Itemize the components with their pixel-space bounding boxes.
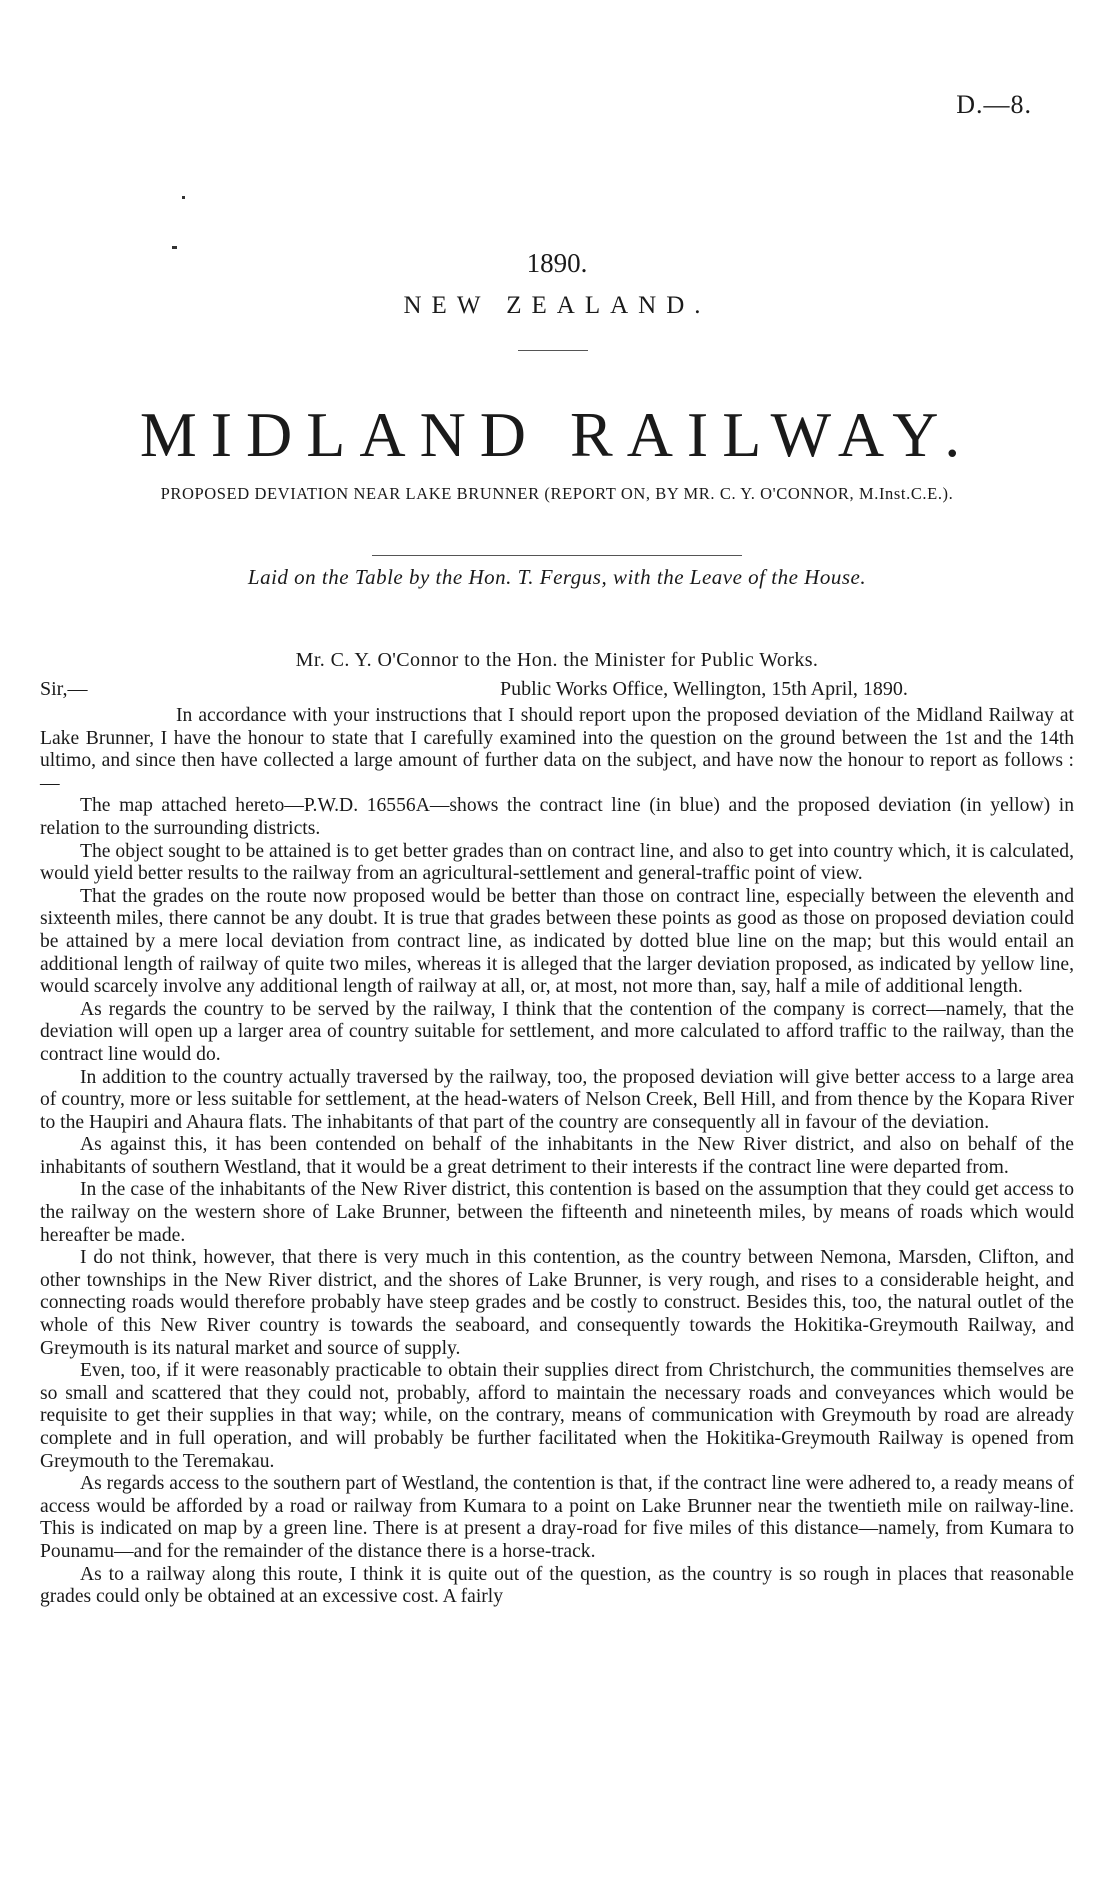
document-subtitle: PROPOSED DEVIATION NEAR LAKE BRUNNER (REPORT ON, BY MR. C. Y. O'CONNOR, M.Inst.C.E.). [160, 484, 954, 503]
letter-addressee: Mr. C. Y. O'Connor to the Hon. the Minister for Public Works. [295, 649, 819, 671]
paragraph: In accordance with your instructions that I should report upon the proposed deviation of the Midland Railway at Lake Brunner, I have the honour to state that I carefully examined into the question on the ground between the 1st and the 14th ultimo, and since then have collected a large amount of further data on the subject, and have now the honour to report as follows :— [40, 705, 1074, 794]
letter-salutation: Sir,— [40, 678, 88, 700]
paragraph: As to a railway along this route, I think it is quite out of the question, as the country is so rough in places that reasonable grades could only be obtained at an excessive cost. A fairly [40, 1563, 1074, 1608]
page-reference: D.—8. [956, 90, 1032, 119]
paragraph: As regards the country to be served by the railway, I think that the contention of the company is correct—namely, that the deviation will open up a larger area of country suitable for settlement, and more calculated to afford traffic to the railway, than the contract line would do. [40, 998, 1074, 1065]
laid-on-table-note: Laid on the Table by the Hon. T. Fergus, with the Leave of the House. [247, 565, 867, 589]
document-country: NEW ZEALAND. [403, 292, 711, 319]
document-title: MIDLAND RAILWAY. [139, 399, 975, 470]
paragraph: The map attached hereto—P.W.D. 16556A—shows the contract line (in blue) and the proposed deviation (in yellow) in relation to the surrounding districts. [40, 795, 1074, 839]
divider-mid [372, 555, 742, 556]
letter-dateline: Public Works Office, Wellington, 15th April, 1890. [500, 678, 908, 700]
paragraph: In the case of the inhabitants of the New River district, this contention is based on the assumption that they could get access to the railway on the western shore of Lake Brunner, between the fifteenth and nineteenth miles, by means of roads which would hereafter be made. [40, 1179, 1074, 1246]
paragraph: Even, too, if it were reasonably practicable to obtain their supplies direct from Christchurch, the communities themselves are so small and scattered that they could not, probably, afford to maintain the necessary roads and conveyances which would be requisite to get their supplies in that way; while, on the contrary, means of communication with Greymouth by road are already complete and in full operation, and will probably be further facilitated when the Hokitika-Greymouth Railway is opened from Greymouth to the Teremakau. [40, 1360, 1074, 1472]
letter-body [40, 705, 1074, 1609]
print-speck [182, 196, 185, 199]
document-year: 1890. [526, 248, 588, 278]
divider-short [518, 350, 588, 351]
paragraph: The object sought to be attained is to get better grades than on contract line, and also to get into country which, it is calculated, would yield better results to the railway from an agricultural-settlement and general-traffic point of view. [40, 840, 1074, 885]
paragraph: I do not think, however, that there is very much in this contention, as the country between Nemona, Marsden, Clifton, and other townships in the New River district, and the shores of Lake Brunner, is very rough, and rises to a considerable height, and connecting roads would therefore probably have steep grades and be costly to construct. Besides this, too, the natural outlet of the whole of this New River country is towards the seaboard, and consequently towards the Hokitika-Greymouth Railway, and Greymouth is its natural market and source of supply. [40, 1247, 1074, 1359]
paragraph: In addition to the country actually traversed by the railway, too, the proposed deviation will give better access to a large area of country, more or less suitable for settlement, at the head-waters of Nelson Creek, Bell Hill, and from thence by the Kopara River to the Haupiri and Ahaura flats. The inhabitants of that part of the country are consequently all in favour of the deviation. [40, 1066, 1074, 1133]
paragraph: That the grades on the route now proposed would be better than those on contract line, especially between the eleventh and sixteenth miles, there cannot be any doubt. It is true that grades between these points as good as those on proposed deviation could be attained by a mere local deviation from contract line, as indicated by dotted blue line on the map; but this would entail an additional length of railway of quite two miles, whereas it is alleged that the larger deviation proposed, as indicated by yellow line, would scarcely involve any additional length of railway at all, or, at most, not more than, say, half a mile of additional length. [40, 885, 1074, 998]
paragraph: As against this, it has been contended on behalf of the inhabitants in the New River district, and also on behalf of the inhabitants of southern Westland, that it would be a great detriment to their interests if the contract line were departed from. [40, 1134, 1074, 1178]
paragraph: As regards access to the southern part of Westland, the contention is that, if the contract line were adhered to, a ready means of access would be afforded by a road or railway from Kumara to a point on Lake Brunner near the twentieth mile on railway-line. This is indicated on map by a green line. There is at present a dray-road for five miles of this distance—namely, from Kumara to Pounamu—and for the remainder of the distance there is a horse-track. [40, 1473, 1074, 1562]
